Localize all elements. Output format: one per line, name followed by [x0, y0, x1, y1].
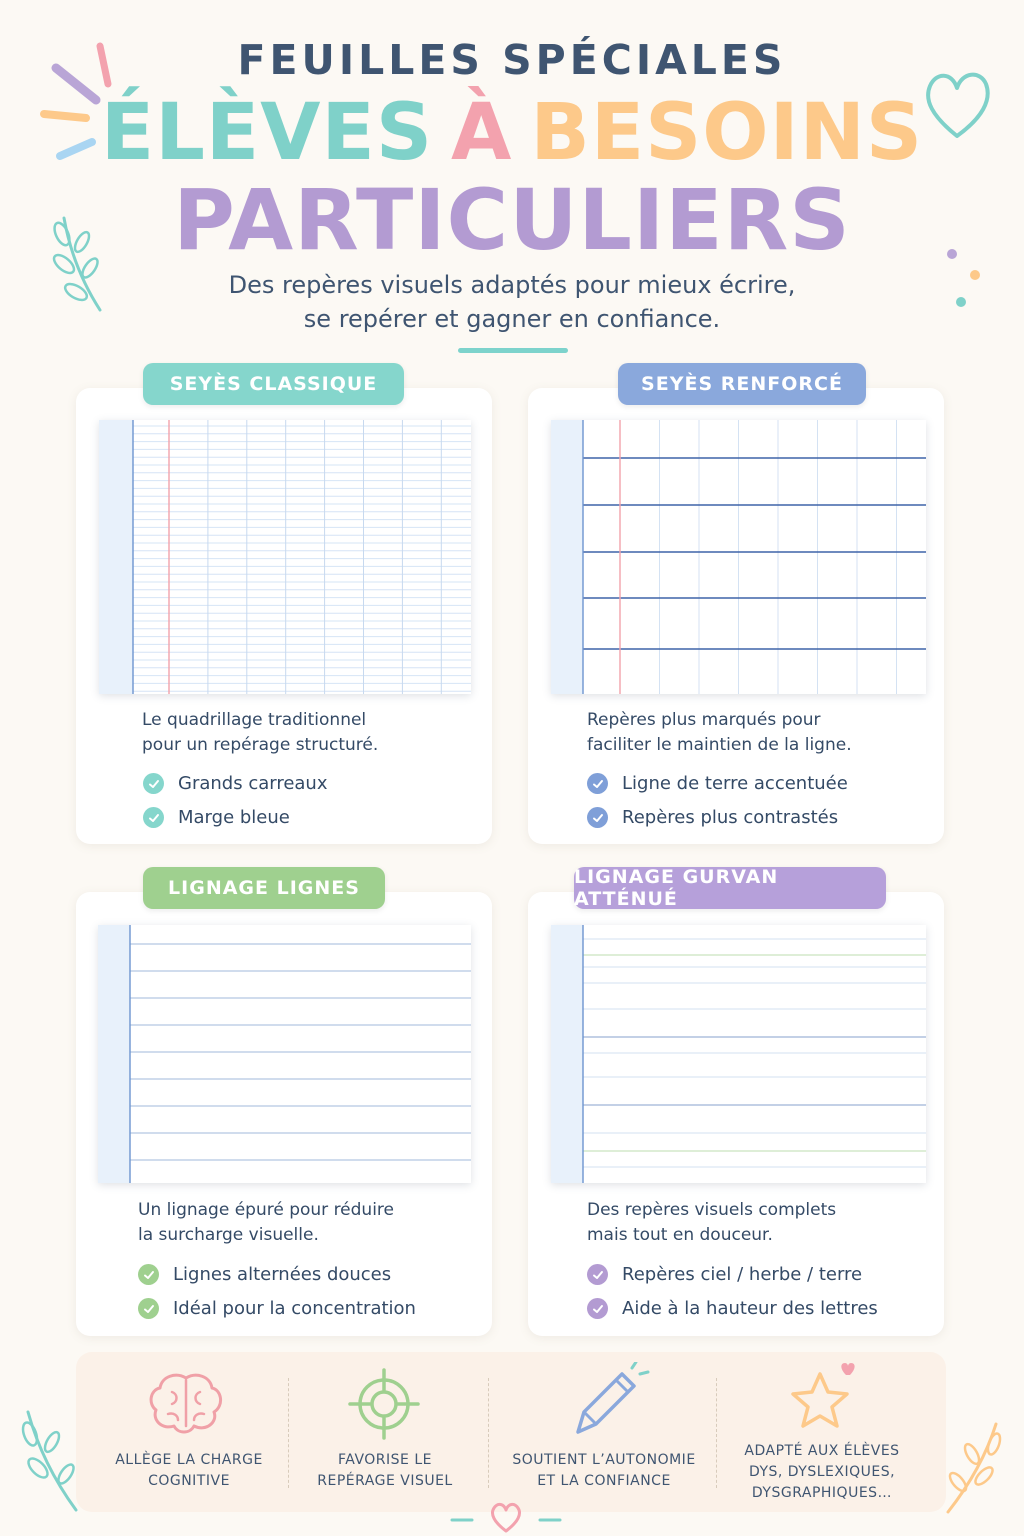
feature-label: Ligne de terre accentuée: [622, 773, 848, 794]
feature-label: Idéal pour la concentration: [173, 1298, 416, 1319]
card-title-lignage-lignes: LIGNAGE LIGNES: [143, 867, 385, 909]
benefit-eleves-dys: [722, 1441, 922, 1504]
feature-ligne-de-terre: [587, 773, 848, 794]
feature-label: Repères ciel / herbe / terre: [622, 1264, 863, 1285]
card-title-seyes-classique: SEYÈS CLASSIQUE: [143, 363, 404, 405]
feature-hauteur-lettres: [587, 1298, 878, 1319]
desc-line-2: pour un repérage structuré.: [142, 735, 379, 755]
subtitle-line-1: Des repères visuels adaptés pour mieux écrire,: [228, 271, 796, 299]
check-icon: [138, 1264, 159, 1285]
title-line-2: [0, 88, 1024, 178]
card-title-seyes-renforce: SEYÈS RENFORCÉ: [618, 363, 866, 405]
benefit-separator: [716, 1378, 717, 1488]
feature-concentration: [138, 1298, 416, 1319]
benefit-line-1: SOUTIENT L’AUTONOMIE: [512, 1452, 696, 1468]
benefit-line-3: DYSGRAPHIQUES…: [751, 1485, 893, 1501]
card-desc-lignage-lignes: [138, 1198, 394, 1248]
brain-icon: [146, 1370, 226, 1438]
title-word-a: À: [451, 88, 513, 178]
card-desc-seyes-renforce: [587, 708, 852, 758]
benefit-separator: [288, 1378, 289, 1488]
seyes-renforce-paper: [551, 420, 926, 694]
feature-grands-carreaux: [143, 773, 328, 794]
title-word-particuliers: PARTICULIERS: [173, 171, 851, 269]
benefit-autonomie: [494, 1450, 714, 1492]
desc-line-2: mais tout en douceur.: [587, 1225, 773, 1245]
benefit-separator: [488, 1378, 489, 1488]
check-icon: [143, 773, 164, 794]
check-icon: [587, 773, 608, 794]
gurvan-grid: [551, 925, 926, 1183]
feature-reperes-contrastes: [587, 807, 838, 828]
card-desc-lignage-gurvan: [587, 1198, 836, 1248]
feature-label: Repères plus contrastés: [622, 807, 839, 828]
renforce-grid: [551, 420, 926, 694]
leaf-sprig-bottom-right-icon: [940, 1420, 1006, 1516]
seyes-classique-paper: [99, 420, 471, 694]
star-icon: [784, 1362, 860, 1434]
check-icon: [587, 1264, 608, 1285]
seyes-grid: [99, 420, 471, 694]
feature-label: Lignes alternées douces: [173, 1264, 392, 1285]
benefit-reperage-visuel: [296, 1450, 474, 1492]
check-icon: [143, 807, 164, 828]
desc-line-1: Un lignage épuré pour réduire: [138, 1200, 395, 1220]
feature-marge-bleue: [143, 807, 290, 828]
benefit-line-1: FAVORISE LE: [338, 1452, 432, 1468]
benefit-charge-cognitive: [98, 1450, 280, 1492]
subtitle: [0, 268, 1024, 336]
check-icon: [138, 1298, 159, 1319]
title-word-besoins: BESOINS: [530, 88, 924, 178]
feature-reperes-ciel-herbe-terre: [587, 1264, 862, 1285]
check-icon: [587, 1298, 608, 1319]
benefit-line-2: ET LA CONFIANCE: [537, 1473, 671, 1489]
benefit-line-1: ALLÈGE LA CHARGE: [115, 1452, 263, 1468]
title-underline: [458, 348, 568, 353]
desc-line-1: Des repères visuels complets: [587, 1200, 837, 1220]
benefit-line-2: DYS, DYSLEXIQUES,: [748, 1464, 896, 1480]
card-desc-seyes-classique: [142, 708, 378, 758]
feature-label: Aide à la hauteur des lettres: [622, 1298, 878, 1319]
desc-line-2: la surcharge visuelle.: [138, 1225, 319, 1245]
title-top: FEUILLES SPÉCIALES: [237, 36, 787, 84]
leaf-sprig-bottom-left-icon: [18, 1408, 84, 1514]
check-icon: [587, 807, 608, 828]
target-icon: [348, 1368, 420, 1440]
title-word-eleves: ÉLÈVES: [100, 88, 433, 178]
benefit-line-2: REPÉRAGE VISUEL: [317, 1473, 453, 1489]
lignage-lignes-paper: [98, 925, 471, 1183]
bottom-heart-icon: [448, 1500, 564, 1534]
benefit-line-1: ADAPTÉ AUX ÉLÈVES: [744, 1443, 900, 1459]
desc-line-1: Repères plus marqués pour: [587, 710, 821, 730]
feature-lignes-alternees: [138, 1264, 391, 1285]
lignes-grid: [98, 925, 471, 1183]
pencil-icon: [570, 1362, 652, 1438]
card-title-lignage-gurvan: LIGNAGE GURVAN ATTÉNUÉ: [574, 867, 886, 909]
desc-line-2: faciliter le maintien de la ligne.: [587, 735, 852, 755]
feature-label: Marge bleue: [178, 807, 290, 828]
lignage-gurvan-paper: [551, 925, 926, 1183]
desc-line-1: Le quadrillage traditionnel: [142, 710, 367, 730]
subtitle-line-2: se repérer et gagner en confiance.: [303, 305, 721, 333]
benefit-line-2: COGNITIVE: [148, 1473, 230, 1489]
feature-label: Grands carreaux: [178, 773, 328, 794]
